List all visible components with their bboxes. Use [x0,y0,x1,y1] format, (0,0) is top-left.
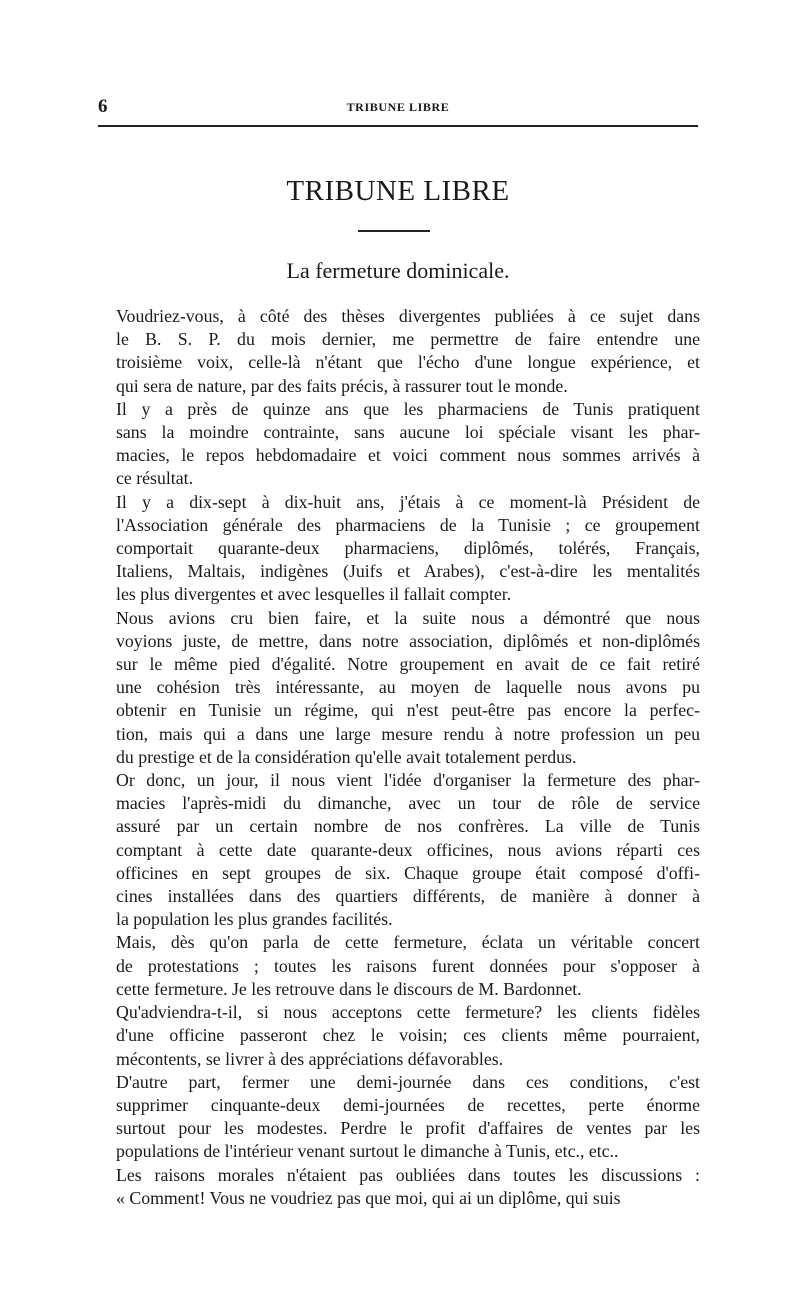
paragraph [98,931,700,1001]
text-line: Italiens, Maltais, indigènes (Juifs et Arabes), c'est-à-dire les mentalités [116,561,700,582]
text-line: Il y a près de quinze ans que les pharmaciens de Tunis pratiquent [116,398,700,419]
text-line: la population les plus grandes facilités. [116,909,393,930]
text-line: Qu'adviendra-t-il, si nous acceptons cette fermeture? les clients fidèles [116,1002,700,1023]
text-line: surtout pour les modestes. Perdre le profit d'affaires de ventes par les [116,1118,700,1139]
text-line: ce résultat. [116,468,194,489]
text-line: assuré par un certain nombre de nos confrères. La ville de Tunis [116,816,700,837]
paragraph [98,305,700,398]
text-line: sur le même pied d'égalité. Notre groupement en avait de ce fait retiré [116,654,700,675]
text-line: officines en sept groupes de six. Chaque groupe était composé d'offi- [116,862,700,883]
text-line: l'Association générale des pharmaciens de la Tunisie ; ce groupement [116,514,700,535]
text-line: Les raisons morales n'étaient pas oubliées dans toutes les discussions : [116,1164,700,1185]
running-head [98,96,698,122]
header-rule [98,125,698,127]
paragraph [98,607,700,769]
text-line: Il y a dix-sept à dix-huit ans, j'étais à ce moment-là Président de [116,491,700,512]
running-title: TRIBUNE LIBRE [346,100,450,114]
text-line: d'une officine passeront chez le voisin; ces clients même pourraient, [116,1025,700,1046]
paragraph [98,398,700,491]
title-rule [358,230,430,232]
text-line: cette fermeture. Je les retrouve dans le discours de M. Bardonnet. [116,978,582,999]
text-line: mécontents, se livrer à des appréciations défavorables. [116,1048,504,1069]
text-line: Or donc, un jour, il nous vient l'idée d'organiser la fermeture des phar- [116,770,700,791]
article-body [98,305,700,1210]
text-line: comportait quarante-deux pharmaciens, diplômés, tolérés, Français, [116,538,700,559]
text-line: Voudriez-vous, à côté des thèses divergentes publiées à ce sujet dans [116,306,700,326]
text-line: « Comment! Vous ne voudriez pas que moi, qui ai un diplôme, qui suis [116,1187,621,1208]
text-line: comptant à cette date quarante-deux officines, nous avions réparti ces [116,839,700,860]
paragraph [98,769,700,931]
text-line: obtenir en Tunisie un régime, qui n'est peut-être pas encore la perfec- [116,700,700,721]
paragraph [98,1001,700,1071]
text-line: Mais, dès qu'on parla de cette fermeture, éclata un véritable concert [116,932,700,953]
text-line: tion, mais qui a dans une large mesure rendu à notre profession un peu [116,723,700,744]
text-line: sans la moindre contrainte, sans aucune loi spéciale visant les phar- [116,422,700,443]
text-line: supprimer cinquante-deux demi-journées de recettes, perte énorme [116,1094,700,1115]
text-line: troisième voix, celle-là n'étant que l'écho d'une longue expérience, et [116,352,700,373]
text-line: D'autre part, fermer une demi-journée dans ces conditions, c'est [116,1071,700,1092]
text-line: cines installées dans des quartiers différents, de manière à donner à [116,886,700,907]
text-line: macies l'après-midi du dimanche, avec un tour de rôle de service [116,793,700,814]
page-number: 6 [98,96,108,117]
text-line: une cohésion très intéressante, au moyen de laquelle nous avons pu [116,677,700,698]
text-line: de protestations ; toutes les raisons furent données pour s'opposer à [116,955,700,976]
article-subtitle: La fermeture dominicale. [286,258,510,283]
paragraph [98,1071,700,1164]
text-line: macies, le repos hebdomadaire et voici comment nous sommes arrivés à [116,445,700,466]
text-line: du prestige et de la considération qu'elle avait totalement perdus. [116,746,577,767]
text-line: voyions juste, de mettre, dans notre association, diplômés et non-diplômés [116,630,700,651]
text-line: le B. S. P. du mois dernier, me permettre de faire entendre une [116,329,700,350]
text-line: populations de l'intérieur venant surtout le dimanche à Tunis, etc., etc.. [116,1141,619,1162]
text-line: qui sera de nature, par des faits précis, à rassurer tout le monde. [116,375,568,396]
page-title: TRIBUNE LIBRE [286,175,510,207]
paragraph [98,491,700,607]
text-line: Nous avions cru bien faire, et la suite nous a démontré que nous [116,607,700,628]
text-line: les plus divergentes et avec lesquelles il fallait compter. [116,584,512,605]
paragraph [98,1164,700,1210]
